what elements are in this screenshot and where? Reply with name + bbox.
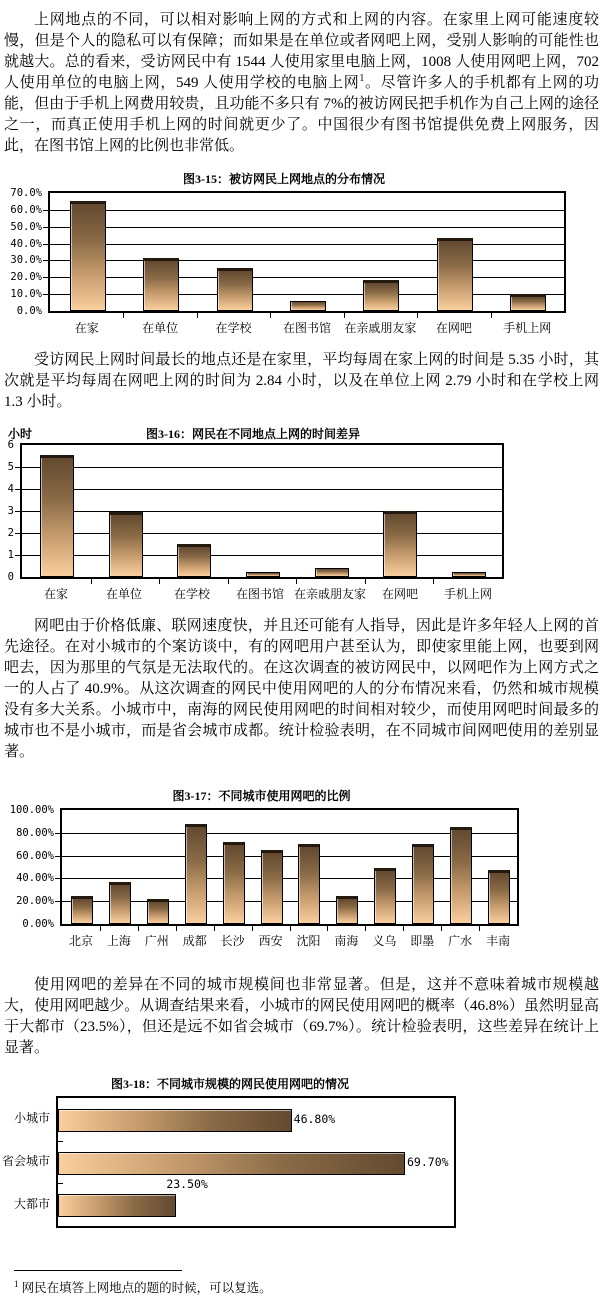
- paragraph-intro-text: 上网地点的不同，可以相对影响上网的方式和上网的内容。在家里上网可能速度较慢，但是个人的隐私可以有保障；而如果是在单位或者网吧上网，受别人影响的可能性也就越大。总的看来，受访网民中有 1544 人使用家里电脑上网，1008 人使用网吧上网，702 人使用单位的电脑上网，549 人使用学校的电脑上网: [4, 12, 599, 91]
- bar: [143, 258, 179, 311]
- y-tick-label: 1: [7, 549, 14, 561]
- y-axis-tick: [55, 856, 60, 857]
- y-tick-label: 3: [7, 505, 14, 517]
- gridline: [50, 260, 564, 261]
- x-category-label: 在单位: [142, 321, 179, 335]
- plot-area: [20, 443, 504, 579]
- x-axis-tick: [365, 926, 366, 931]
- x-axis-tick: [417, 313, 418, 318]
- y-tick-label: 40.0%: [10, 237, 42, 250]
- x-axis-tick: [290, 926, 291, 931]
- y-tick-label: 0: [7, 571, 14, 583]
- x-axis-tick: [296, 579, 297, 584]
- gridline: [62, 856, 517, 857]
- y-tick-label: 0.0%: [16, 305, 42, 317]
- x-axis-tick: [159, 579, 160, 584]
- chart-title: 图3-15：被访网民上网地点的分布情况: [183, 172, 385, 186]
- y-axis-tick: [43, 294, 48, 295]
- bar: [290, 301, 326, 311]
- bar: [437, 238, 473, 311]
- gridline: [22, 511, 502, 512]
- x-axis-tick: [197, 313, 198, 318]
- paragraph-internet-cafe: 网吧由于价格低廉、联网速度快，并且还可能有人指导，因此是许多年轻人上网的首先途径。在对小城市的个案访谈中，有的网吧用户甚至认为，即使家里能上网，也要到网吧去，因为那里的气氛是无法取代的。在这次调查的被访网民中，以网吧作为上网方式之一的人占了 40.9%。从这次调查的网民中使用网吧的人的分布情况来看，仍然和城市规模没有多大关系。小城市中，南海的网民使用网吧的时间相对较少，而使用网吧时间最多的城市也不是小城市，而是省会城市成都。统计检验表明，在不同城市间网吧使用的差别显著。: [4, 618, 599, 760]
- y-tick-label: 40.00%: [16, 872, 54, 885]
- x-category-label: 即墨: [410, 934, 435, 948]
- x-category-label: 广水: [448, 934, 473, 948]
- x-category-label: 广州: [144, 934, 169, 948]
- x-category-label: 成都: [182, 934, 207, 948]
- footnote-reference: 1: [359, 73, 365, 84]
- plot-area: [56, 1096, 456, 1228]
- y-tick-label: 10.0%: [10, 288, 42, 301]
- y-axis-tick: [15, 511, 20, 512]
- x-category-label: 手机上网: [444, 587, 493, 601]
- gridline: [62, 878, 517, 879]
- x-axis-labels: [50, 319, 564, 336]
- bar-value-label: 23.50%: [166, 1177, 208, 1192]
- x-category-label: 在网吧: [435, 321, 472, 335]
- bar: [71, 896, 93, 924]
- y-axis-tick: [58, 1183, 63, 1184]
- gridline: [62, 833, 517, 834]
- x-category-label: 在学校: [215, 321, 252, 335]
- footnote-body: 网民在填答上网地点的题的时候，可以复选。: [21, 1281, 272, 1295]
- y-tick-label: 20.0%: [10, 271, 42, 284]
- y-tick-label: 5: [7, 461, 14, 473]
- x-axis-tick: [91, 579, 92, 584]
- x-axis-labels: [22, 585, 502, 602]
- x-axis-tick: [252, 926, 253, 931]
- plot-area: [60, 808, 519, 926]
- x-axis-tick: [176, 926, 177, 931]
- x-category-label: 南海: [334, 934, 359, 948]
- x-axis-tick: [138, 926, 139, 931]
- y-tick-label: 100.00%: [9, 804, 54, 816]
- y-tick-label: 30.0%: [10, 254, 42, 267]
- bar: [246, 572, 280, 577]
- x-category-label: 在网吧: [382, 587, 419, 601]
- paragraph-intro: [0, 0, 603, 157]
- y-axis-tick: [55, 901, 60, 902]
- figure-3-17-cafe-usage-by-city-chart: [4, 787, 603, 949]
- gridline: [22, 555, 502, 556]
- y-axis-tick: [55, 833, 60, 834]
- chart-body: [2, 187, 603, 317]
- y-axis-tick: [15, 467, 20, 468]
- bar: [510, 294, 546, 311]
- bar: [261, 850, 283, 924]
- x-axis-tick: [214, 926, 215, 931]
- y-tick-label: 0.00%: [22, 918, 54, 930]
- x-category-label: 在图书馆: [235, 587, 284, 601]
- chart-header: [2, 425, 504, 441]
- y-axis-tick: [43, 244, 48, 245]
- bar: [40, 455, 74, 577]
- x-category-label: 上海: [106, 934, 131, 948]
- chart-title: 图3-18：不同城市规模的网民使用网吧的情况: [111, 1077, 349, 1091]
- figure-3-18-cafe-usage-by-city-size-chart: [1, 1075, 603, 1228]
- bar: [109, 882, 131, 924]
- y-axis-tick: [15, 555, 20, 556]
- x-category-label: 义乌: [372, 934, 397, 948]
- category-label: 大都市: [13, 1196, 50, 1211]
- x-category-label: 北京: [68, 934, 93, 948]
- bar: [383, 511, 417, 577]
- x-category-label: 手机上网: [503, 321, 552, 335]
- bar: [217, 268, 253, 311]
- bar: [450, 827, 472, 924]
- y-tick-label: 80.00%: [16, 826, 54, 839]
- bar: [58, 1152, 405, 1175]
- x-category-label: 在家: [43, 587, 68, 601]
- y-axis-tick: [43, 277, 48, 278]
- gridline: [50, 244, 564, 245]
- horizontal-bar-chart-city-size: [1, 1096, 603, 1228]
- bar-value-label: 69.70%: [407, 1155, 449, 1169]
- x-category-label: 在图书馆: [282, 321, 331, 335]
- y-tick-label: 2: [7, 527, 14, 539]
- category-labels: [1, 1096, 56, 1224]
- plot-area: [48, 191, 566, 313]
- figure-3-15-location-distribution-chart: [2, 170, 603, 336]
- chart-body: [4, 804, 603, 930]
- y-axis-tick: [15, 489, 20, 490]
- bar: [336, 896, 358, 924]
- gridline: [50, 294, 564, 295]
- y-axis-tick: [55, 878, 60, 879]
- bar: [177, 544, 211, 577]
- paragraph-intro-text-cont: 。尽管许多人的手机都有上网的功能，但由于手机上网费用较贵，且功能不多只有 7%的被访网民把手机作为自己上网的途径之一，而真正使用手机上网的时间就更少了。中国很少有图书馆提供免费上网服务，因此，在图书馆上网的比例也非常低。: [4, 75, 599, 154]
- gridline: [50, 227, 564, 228]
- y-tick-label: 6: [7, 439, 14, 451]
- bar: [223, 842, 245, 924]
- x-axis-tick: [344, 313, 345, 318]
- x-axis-labels: [62, 932, 517, 949]
- y-tick-label: 50.0%: [10, 220, 42, 233]
- x-axis-tick: [491, 313, 492, 318]
- bar: [185, 824, 207, 924]
- y-axis-tick: [58, 1141, 63, 1142]
- x-axis-tick: [441, 926, 442, 931]
- x-category-label: 在亲戚朋友家: [344, 321, 417, 335]
- paragraph-time-online: 受访网民上网时间最长的地点还是在家里，平均每周在家上网的时间是 5.35 小时，其次就是平均每周在网吧上网的时间为 2.84 小时，以及在单位上网 2.79 小时和在学校上网 1.3 小时。: [4, 352, 599, 410]
- x-axis-tick: [479, 926, 480, 931]
- x-axis-tick: [228, 579, 229, 584]
- bar: [109, 512, 143, 577]
- bar: [488, 870, 510, 924]
- bar-value-label: 46.80%: [293, 1112, 336, 1127]
- chart-body: [2, 439, 603, 583]
- bar: [70, 201, 106, 311]
- y-axis-tick: [43, 260, 48, 261]
- y-tick-label: 70.0%: [10, 187, 42, 199]
- x-axis-tick: [327, 926, 328, 931]
- footnote-marker: 1: [14, 1278, 19, 1289]
- footnote-separator-line: [14, 1270, 182, 1271]
- bar-chart-hours-by-location: [2, 439, 603, 602]
- bar: [412, 844, 434, 924]
- category-label: 小城市: [13, 1111, 50, 1126]
- y-tick-label: 4: [7, 483, 14, 495]
- y-tick-label: 60.0%: [10, 203, 42, 216]
- gridline: [50, 277, 564, 278]
- x-category-label: 在学校: [173, 587, 210, 601]
- footnote-text: [14, 1278, 603, 1296]
- gridline: [22, 467, 502, 468]
- bar: [374, 868, 396, 924]
- y-axis-tick: [15, 533, 20, 534]
- x-axis-tick: [100, 926, 101, 931]
- gridline: [50, 210, 564, 211]
- y-axis-labels: [4, 804, 60, 930]
- y-axis-tick: [43, 210, 48, 211]
- bar-chart-locations-percent: [2, 187, 603, 336]
- bar: [58, 1109, 292, 1132]
- y-tick-label: 60.00%: [16, 849, 54, 862]
- x-category-label: 丰南: [486, 934, 511, 948]
- x-category-label: 在家: [74, 321, 99, 335]
- bar-chart-cafe-usage-by-city: [4, 804, 603, 949]
- y-axis-labels: [2, 187, 48, 317]
- chart-title: 图3-17：不同城市使用网吧的比例: [172, 789, 351, 803]
- bar: [452, 572, 486, 577]
- y-axis-unit-label: 小时: [8, 427, 33, 441]
- gridline: [22, 489, 502, 490]
- bar: [315, 568, 349, 577]
- bar: [58, 1194, 176, 1217]
- x-category-label: 在单位: [105, 587, 142, 601]
- gridline: [22, 533, 502, 534]
- x-category-label: 西安: [258, 934, 283, 948]
- chart-body: [1, 1096, 603, 1228]
- x-axis-tick: [403, 926, 404, 931]
- x-axis-tick: [270, 313, 271, 318]
- bar: [363, 280, 399, 311]
- bar: [147, 899, 169, 924]
- category-label: 省会城市: [1, 1154, 50, 1168]
- chart-title: 图3-16：网民在不同地点上网的时间差异: [146, 427, 360, 441]
- y-tick-label: 20.00%: [16, 895, 54, 908]
- x-category-label: 沈阳: [296, 934, 321, 948]
- x-axis-tick: [433, 579, 434, 584]
- paragraph-city-size: 使用网吧的差异在不同的城市规模间也非常显著。但是，这并不意味着城市规模越大，使用网吧越少。从调查结果来看，小城市的网民使用网吧的概率（46.8%）虽然明显高于大都市（23.5%），但还是远不如省会城市（69.7%）。统计检验表明，这些差异在统计上显著。: [4, 977, 599, 1056]
- bar: [298, 844, 320, 924]
- figure-3-16-time-by-location-chart: [2, 425, 603, 602]
- footnote: [0, 1270, 603, 1296]
- x-category-label: 在亲戚朋友家: [294, 587, 367, 601]
- x-axis-tick: [365, 579, 366, 584]
- x-axis-tick: [123, 313, 124, 318]
- y-axis-tick: [43, 227, 48, 228]
- x-category-label: 长沙: [220, 934, 245, 948]
